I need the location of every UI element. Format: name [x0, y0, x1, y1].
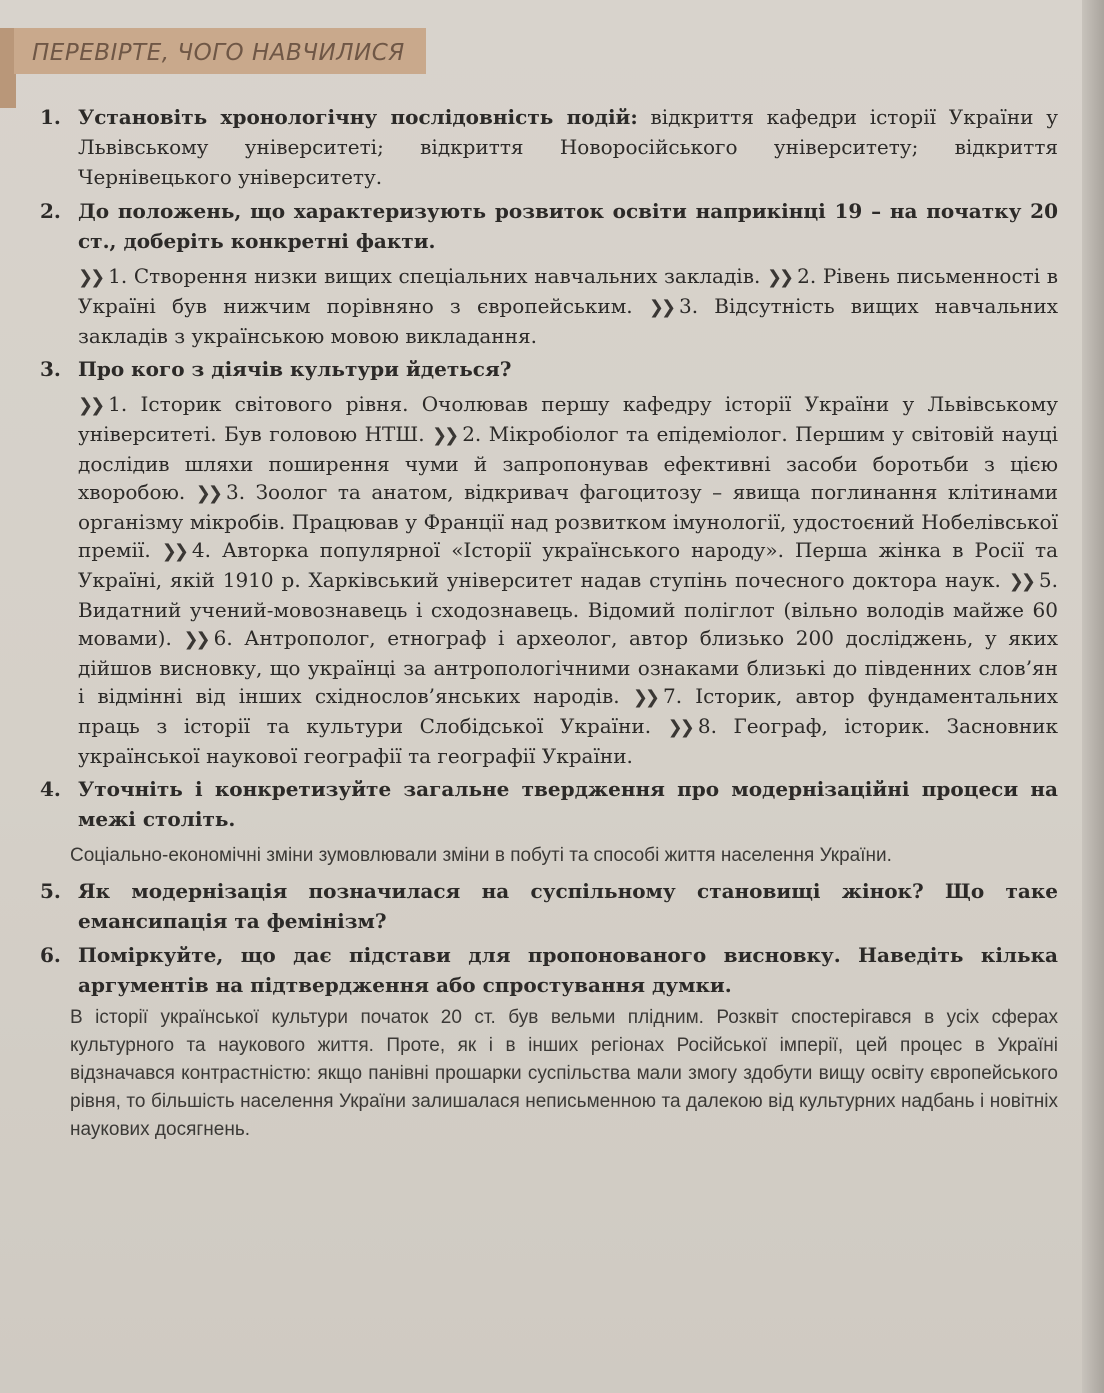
section-title: ПЕРЕВІРТЕ, ЧОГО НАВЧИЛИСЯ [32, 40, 405, 66]
question-text: відкриття кафедри історії України у Львівському університеті; відкриття Новоросійського університету; відкриття Чернівецького університету. [78, 105, 1058, 189]
question-prompt: Про кого з діячів культури йдеться? [78, 357, 512, 381]
fact-item: 1. Історик світового рівня. Очолював першу кафедру історії України у Львівському університеті. Був головою НТШ. [78, 392, 1058, 446]
double-chevron-icon: ❯❯ [195, 483, 220, 504]
question-3 [40, 354, 1058, 770]
double-chevron-icon: ❯❯ [1008, 571, 1033, 592]
question-2 [40, 196, 1058, 350]
fact-item: 8. Географ, історик. Засновник української наукової географії та географії України. [78, 714, 1059, 768]
fact-item: 4. Авторка популярної «Історії українського народу». Перша жінка в Росії та Україні, якій 1910 р. Харківський університет надав ступінь почесного доктора наук. [78, 538, 1059, 592]
question-number: 2. [40, 199, 61, 223]
double-chevron-icon: ❯❯ [766, 267, 792, 288]
question-4 [40, 774, 1058, 870]
fact-item: 1. Створення низки вищих спеціальних навчальних закладів. [108, 264, 761, 288]
question-body [78, 102, 1058, 192]
question-prompt: Установіть хронологічну послідовність подій: [78, 105, 638, 129]
facts-list [78, 262, 1058, 350]
double-chevron-icon: ❯❯ [667, 717, 692, 738]
page-edge [1082, 0, 1104, 1393]
facts-list [78, 390, 1058, 770]
fact-item: 3. Зоолог та анатом, відкривач фагоцитозу – явища поглинання клітинами організму мікробів. Працював у Франції над розвитком імунології, удостоєний Нобелівської премії. [78, 480, 1058, 562]
question-number: 3. [40, 357, 61, 381]
statement-text: Соціально-економічні зміни зумовлювали зміни в побуті та способі життя населення України. [70, 845, 892, 866]
fact-item: 5. Видатний учений-мовознавець і сходознавець. Відомий поліглот (вільно володів майже 60 мовами). [78, 568, 1058, 650]
question-6 [40, 940, 1058, 1144]
double-chevron-icon: ❯❯ [78, 395, 103, 416]
fact-item: 2. Рівень письменності в Україні був нижчим порівняно з європейським. [78, 264, 1059, 318]
question-prompt: До положень, що характеризують розвиток освіти наприкінці 19 – на початку 20 ст., доберіть конкретні факти. [78, 199, 1058, 253]
double-chevron-icon: ❯❯ [648, 297, 674, 318]
double-chevron-icon: ❯❯ [78, 267, 103, 288]
fact-item: 7. Історик, автор фундаментальних праць з історії та культури Слобідської України. [78, 684, 1059, 738]
double-chevron-icon: ❯❯ [632, 687, 657, 708]
question-prompt: Як модернізація позначилася на суспільному становищі жінок? Що таке емансипація та фемінізм? [78, 879, 1058, 933]
fact-item: 2. Мікробіолог та епідеміолог. Першим у світовій науці дослідив шляхи поширення чуми й запропонував ефективні засоби боротьби з цією хворобою. [78, 422, 1059, 504]
double-chevron-icon: ❯❯ [161, 541, 186, 562]
question-1 [40, 102, 1058, 192]
question-prompt: Поміркуйте, що дає підстави для пропонованого висновку. Наведіть кілька аргументів на підтвердження або спростування думки. [78, 943, 1058, 997]
question-number: 6. [40, 943, 61, 967]
fact-item: 6. Антрополог, етнограф і археолог, автор близько 200 досліджень, у яких дійшов висновку, що українці за антропологічними ознаками близькі до південних слов’ян і відмінні від інших східнослов’янських народів. [78, 626, 1058, 708]
question-number: 5. [40, 879, 61, 903]
statement-text: В історії української культури початок 20 ст. був вельми плідним. Розквіт спостерігався в усіх сферах культурного та наукового життя. Проте, як і в інших регіонах Російської імперії, цей процес в Україні відзначався контрастністю: якщо панівні прошарки суспільства мали змогу здобути вищу освіту європейського рівня, то більшість населення України залишалася неписьменною та далекою від культурних надбань і новітніх наукових досягнень. [70, 1007, 1058, 1140]
question-number: 4. [40, 777, 61, 801]
double-chevron-icon: ❯❯ [432, 425, 457, 446]
fact-item: 3. Відсутність вищих навчальних закладів з українською мовою викладання. [78, 294, 1058, 348]
double-chevron-icon: ❯❯ [183, 629, 208, 650]
question-number: 1. [40, 105, 61, 129]
question-prompt: Уточніть і конкретизуйте загальне твердження про модернізаційні процеси на межі століть. [78, 777, 1058, 831]
question-5 [40, 876, 1058, 936]
questions-list [40, 102, 1058, 1150]
